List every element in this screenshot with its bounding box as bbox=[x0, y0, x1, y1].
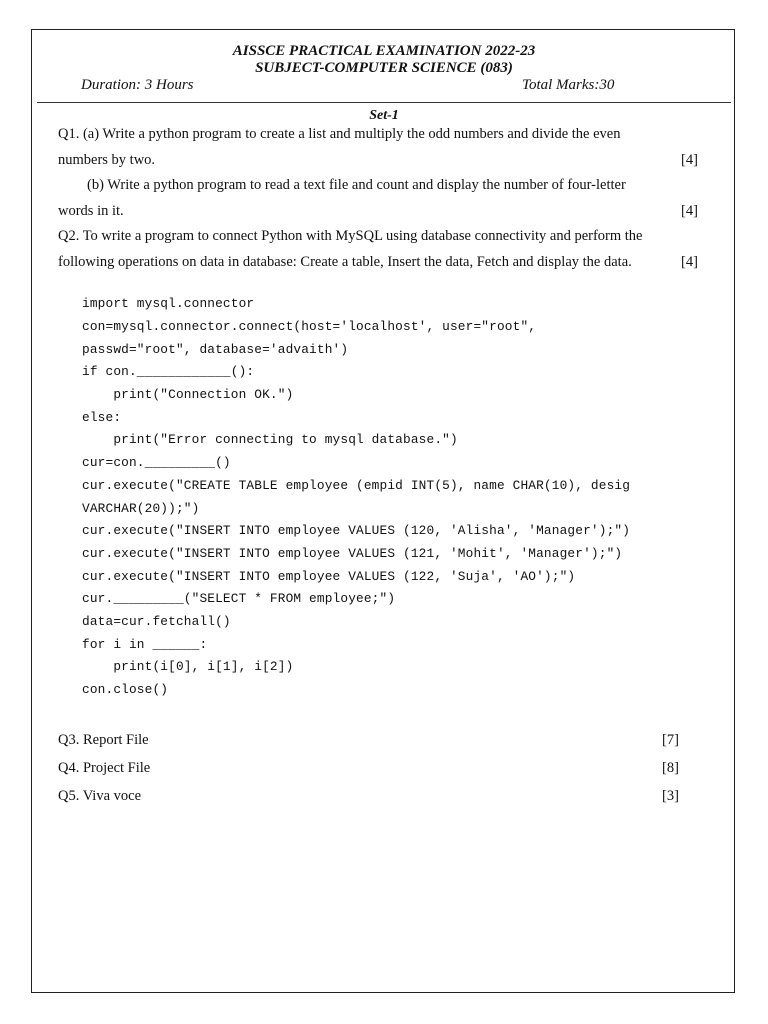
code-line: import mysql.connector bbox=[82, 296, 255, 311]
code-line: con=mysql.connector.connect(host='localhost', user="root", bbox=[82, 319, 537, 334]
code-line: print(i[0], i[1], i[2]) bbox=[82, 659, 294, 674]
q1b-marks: [4] bbox=[681, 203, 698, 219]
q2-text-line2: following operations on data in database: Create a table, Insert the data, Fetch and display the data. bbox=[58, 254, 632, 270]
q4-label: Q4. Project File bbox=[58, 760, 151, 776]
code-line: if con.____________(): bbox=[82, 364, 255, 379]
code-line: cur.execute("INSERT INTO employee VALUES (122, 'Suja', 'AO');") bbox=[82, 569, 576, 584]
code-line: cur.execute("CREATE TABLE employee (empid INT(5), name CHAR(10), desig bbox=[82, 478, 631, 493]
q1a-text-line1: Q1. (a) Write a python program to create a list and multiply the odd numbers and divide the even bbox=[58, 126, 621, 142]
q2-marks: [4] bbox=[681, 254, 698, 270]
code-line: VARCHAR(20));") bbox=[82, 501, 200, 516]
q1a-marks: [4] bbox=[681, 152, 698, 168]
code-line: cur._________("SELECT * FROM employee;") bbox=[82, 591, 396, 606]
code-line: for i in ______: bbox=[82, 637, 208, 652]
q5-marks: [3] bbox=[662, 788, 679, 804]
duration-label: Duration: 3 Hours bbox=[81, 77, 194, 93]
q3-marks: [7] bbox=[662, 732, 679, 748]
q2-text-line1: Q2. To write a program to connect Python with MySQL using database connectivity and perform the bbox=[58, 228, 643, 244]
q1a-text-line2: numbers by two. bbox=[58, 152, 156, 168]
q1b-text-line2: words in it. bbox=[58, 203, 124, 219]
code-line: passwd="root", database='advaith') bbox=[82, 342, 349, 357]
q1b-text-line1: (b) Write a python program to read a text file and count and display the number of four-letter bbox=[87, 177, 626, 193]
code-line: cur.execute("INSERT INTO employee VALUES (120, 'Alisha', 'Manager');") bbox=[82, 523, 631, 538]
code-line: print("Connection OK.") bbox=[82, 387, 294, 402]
total-marks-label: Total Marks:30 bbox=[522, 77, 615, 93]
code-line: cur.execute("INSERT INTO employee VALUES (121, 'Mohit', 'Manager');") bbox=[82, 546, 623, 561]
q3-label: Q3. Report File bbox=[58, 732, 149, 748]
code-line: print("Error connecting to mysql database.") bbox=[82, 432, 458, 447]
subject-title: SUBJECT-COMPUTER SCIENCE (083) bbox=[255, 60, 513, 76]
code-line: cur=con._________() bbox=[82, 455, 231, 470]
header-divider bbox=[37, 102, 731, 103]
q4-marks: [8] bbox=[662, 760, 679, 776]
code-line: else: bbox=[82, 410, 122, 425]
q5-label: Q5. Viva voce bbox=[58, 788, 142, 804]
code-line: data=cur.fetchall() bbox=[82, 614, 231, 629]
code-line: con.close() bbox=[82, 682, 169, 697]
set-label: Set-1 bbox=[369, 108, 399, 123]
exam-title: AISSCE PRACTICAL EXAMINATION 2022-23 bbox=[232, 43, 536, 59]
